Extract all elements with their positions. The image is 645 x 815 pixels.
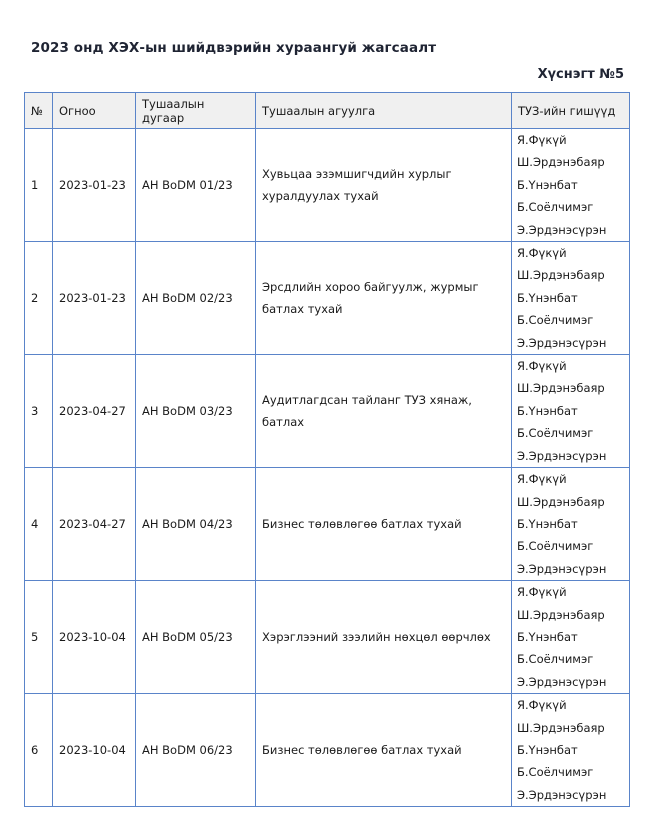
member-name: Б.Соёлчимэг bbox=[517, 200, 594, 215]
header-subject: Тушаалын агуулга bbox=[256, 93, 512, 129]
member-name: Я.Фүкүй bbox=[517, 359, 567, 374]
cell-order-no: АН BoDM 03/23 bbox=[136, 355, 256, 468]
cell-num: 1 bbox=[25, 129, 53, 242]
decisions-table bbox=[24, 92, 630, 807]
cell-num: 5 bbox=[25, 581, 53, 694]
page-title: 2023 онд ХЭХ-ын шийдвэрийн хураангуй жагсаалт bbox=[31, 40, 437, 56]
cell-date: 2023-04-27 bbox=[53, 355, 136, 468]
member-name: Э.Эрдэнэсүрэн bbox=[517, 787, 607, 802]
table-row bbox=[25, 355, 630, 468]
cell-num: 2 bbox=[25, 242, 53, 355]
member-name: Б.Үнэнбат bbox=[517, 290, 578, 305]
member-name: Ш.Эрдэнэбаяр bbox=[517, 720, 605, 735]
member-name: Б.Үнэнбат bbox=[517, 177, 578, 192]
table-row bbox=[25, 129, 630, 242]
member-name: Ш.Эрдэнэбаяр bbox=[517, 381, 605, 396]
member-name: Б.Үнэнбат bbox=[517, 629, 578, 644]
member-name: Э.Эрдэнэсүрэн bbox=[517, 222, 607, 237]
cell-date: 2023-01-23 bbox=[53, 242, 136, 355]
cell-num: 3 bbox=[25, 355, 53, 468]
table-body bbox=[25, 129, 630, 807]
table-row bbox=[25, 694, 630, 807]
table-row bbox=[25, 468, 630, 581]
member-name: Б.Соёлчимэг bbox=[517, 652, 594, 667]
member-name: Я.Фүкүй bbox=[517, 698, 567, 713]
cell-members bbox=[512, 242, 630, 355]
cell-date: 2023-10-04 bbox=[53, 581, 136, 694]
member-name: Э.Эрдэнэсүрэн bbox=[517, 335, 607, 350]
cell-order-no: АН BoDM 06/23 bbox=[136, 694, 256, 807]
member-name: Б.Үнэнбат bbox=[517, 742, 578, 757]
member-name: Э.Эрдэнэсүрэн bbox=[517, 561, 607, 576]
cell-subject: Эрсдлийн хороо байгуулж, журмыг батлах тухай bbox=[256, 242, 512, 355]
table-row bbox=[25, 581, 630, 694]
cell-subject: Хувьцаа эзэмшигчдийн хурлыг хуралдуулах тухай bbox=[256, 129, 512, 242]
member-name: Ш.Эрдэнэбаяр bbox=[517, 607, 605, 622]
member-name: Э.Эрдэнэсүрэн bbox=[517, 448, 607, 463]
member-name: Я.Фүкүй bbox=[517, 472, 567, 487]
cell-subject: Бизнес төлөвлөгөө батлах тухай bbox=[256, 468, 512, 581]
cell-members bbox=[512, 468, 630, 581]
cell-order-no: АН BoDM 05/23 bbox=[136, 581, 256, 694]
member-name: Б.Үнэнбат bbox=[517, 403, 578, 418]
table-header bbox=[25, 93, 630, 129]
cell-order-no: АН BoDM 04/23 bbox=[136, 468, 256, 581]
cell-num: 6 bbox=[25, 694, 53, 807]
member-name: Ш.Эрдэнэбаяр bbox=[517, 155, 605, 170]
cell-subject: Аудитлагдсан тайланг ТУЗ хянаж, батлах bbox=[256, 355, 512, 468]
cell-date: 2023-01-23 bbox=[53, 129, 136, 242]
cell-members bbox=[512, 581, 630, 694]
member-name: Я.Фүкүй bbox=[517, 585, 567, 600]
member-name: Б.Соёлчимэг bbox=[517, 765, 594, 780]
member-name: Я.Фүкүй bbox=[517, 246, 567, 261]
cell-date: 2023-10-04 bbox=[53, 694, 136, 807]
cell-subject: Хэрэглээний зээлийн нөхцөл өөрчлөх bbox=[256, 581, 512, 694]
header-members: ТУЗ-ийн гишүүд bbox=[512, 93, 630, 129]
header-num: № bbox=[25, 93, 53, 129]
member-name: Б.Соёлчимэг bbox=[517, 539, 594, 554]
cell-date: 2023-04-27 bbox=[53, 468, 136, 581]
member-name: Б.Үнэнбат bbox=[517, 516, 578, 531]
annex-label: Хүснэгт №5 bbox=[537, 67, 624, 82]
cell-order-no: АН BoDM 02/23 bbox=[136, 242, 256, 355]
cell-members bbox=[512, 129, 630, 242]
cell-members bbox=[512, 694, 630, 807]
cell-order-no: АН BoDM 01/23 bbox=[136, 129, 256, 242]
member-name: Э.Эрдэнэсүрэн bbox=[517, 674, 607, 689]
member-name: Ш.Эрдэнэбаяр bbox=[517, 268, 605, 283]
member-name: Б.Соёлчимэг bbox=[517, 313, 594, 328]
table-row bbox=[25, 242, 630, 355]
cell-subject: Бизнес төлөвлөгөө батлах тухай bbox=[256, 694, 512, 807]
member-name: Б.Соёлчимэг bbox=[517, 426, 594, 441]
cell-members bbox=[512, 355, 630, 468]
header-row bbox=[25, 93, 630, 129]
member-name: Я.Фүкүй bbox=[517, 133, 567, 147]
header-date: Огноо bbox=[53, 93, 136, 129]
cell-num: 4 bbox=[25, 468, 53, 581]
header-order-no: Тушаалын дугаар bbox=[136, 93, 256, 129]
member-name: Ш.Эрдэнэбаяр bbox=[517, 494, 605, 509]
